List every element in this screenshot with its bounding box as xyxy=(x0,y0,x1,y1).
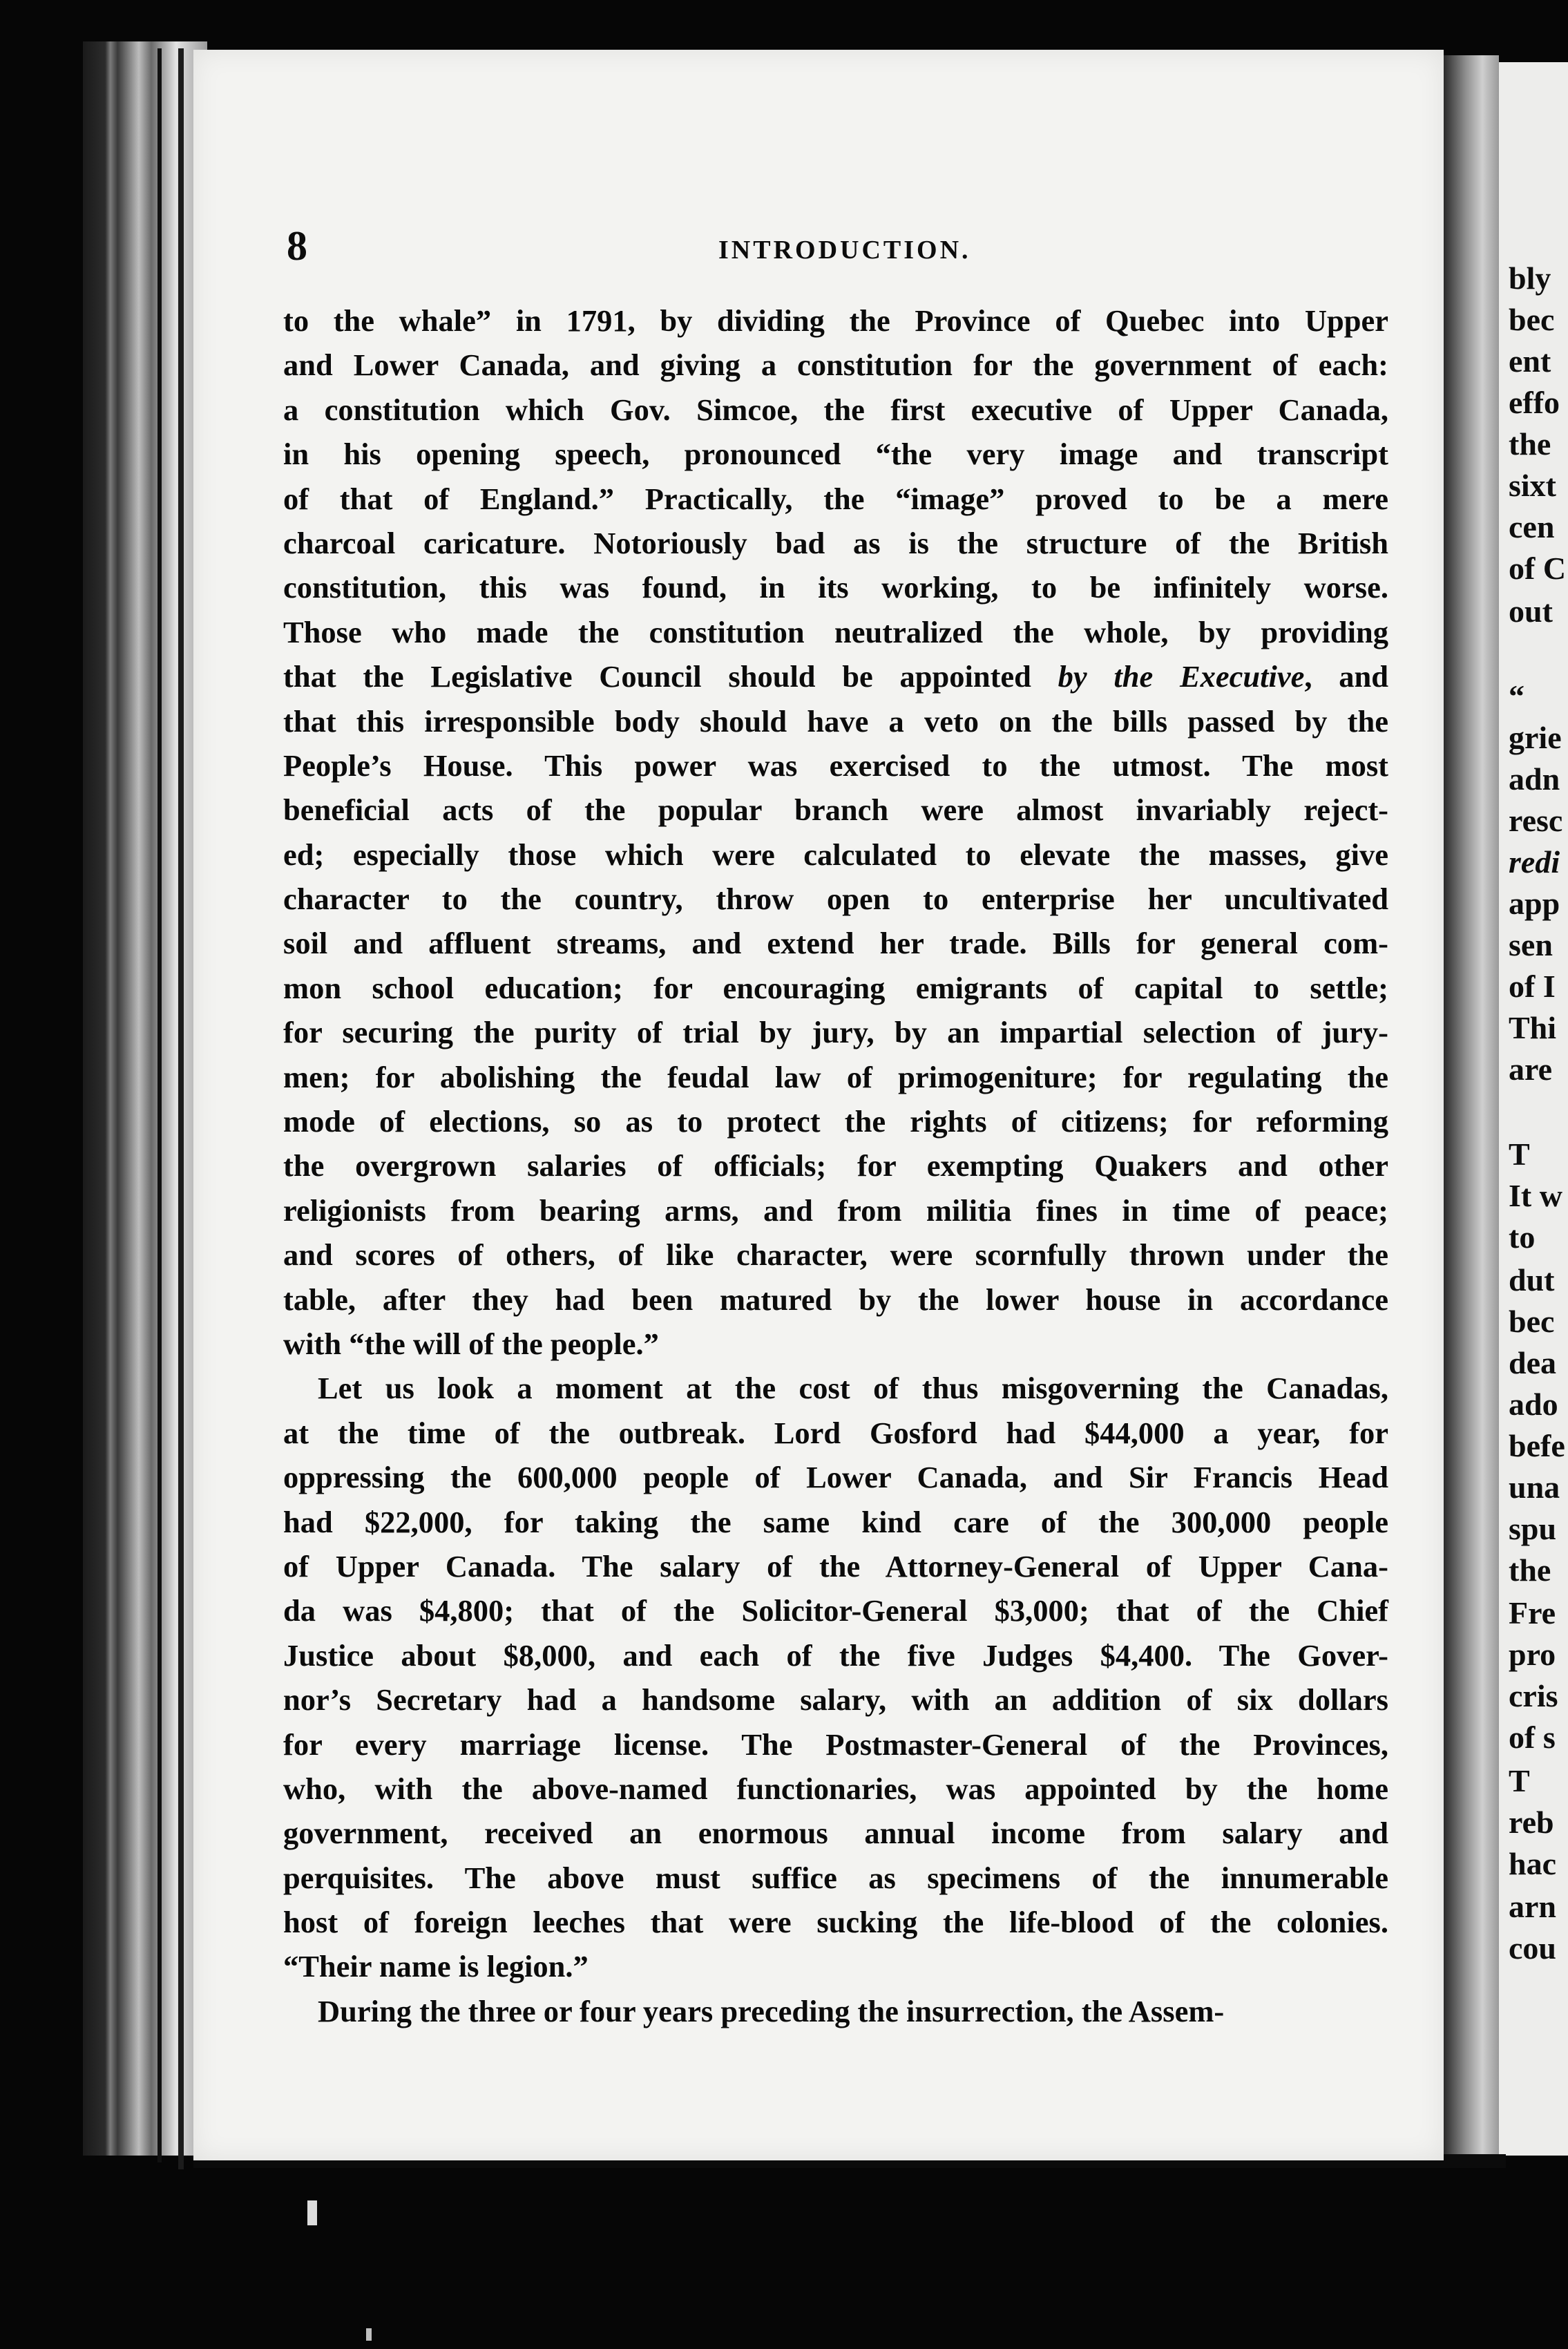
text-line: mode of elections, so as to protect the rights of citizens; for reforming xyxy=(283,1104,1388,1139)
facing-page-fragment: pro xyxy=(1509,1637,1556,1672)
body-text xyxy=(283,298,1388,2033)
running-head: INTRODUCTION. xyxy=(718,236,971,265)
text-line: charcoal caricature. Notoriously bad as is the structure of the British xyxy=(283,525,1388,560)
facing-page-fragment: sixt xyxy=(1509,468,1556,503)
facing-page-fragment: app xyxy=(1509,886,1560,921)
facing-page-fragment: are xyxy=(1509,1052,1553,1087)
facing-page-fragment: grie xyxy=(1509,720,1562,755)
facing-page-fragment: the xyxy=(1509,1552,1551,1588)
text-line: constitution, this was found, in its working, to be infinitely worse. xyxy=(283,570,1388,605)
facing-page-fragment: resc xyxy=(1509,803,1563,838)
facing-page-fragment: “ xyxy=(1509,678,1524,714)
facing-page-fragment: of C xyxy=(1509,551,1567,586)
facing-page-fragment: dea xyxy=(1509,1345,1556,1380)
text-line: oppressing the 600,000 people of Lower Canada, and Sir Francis Head xyxy=(283,1460,1388,1495)
text-line: perquisites. The above must suffice as specimens of the innumerable xyxy=(283,1860,1388,1895)
text-line: “Their name is legion.” xyxy=(283,1949,589,1984)
text-line: nor’s Secretary had a handsome salary, with an addition of six dollars xyxy=(283,1682,1388,1718)
text-line: government, received an enormous annual income from salary and xyxy=(283,1816,1388,1851)
facing-page-fragment: sen xyxy=(1509,927,1553,962)
text-line: People’s House. This power was exercised to the utmost. The most xyxy=(283,748,1388,783)
facing-page-fragment: adn xyxy=(1509,761,1560,797)
facing-page-fragment: of I xyxy=(1509,969,1556,1004)
text-line: with “the will of the people.” xyxy=(283,1326,659,1361)
text-line: mon school education; for encouraging emigrants of capital to settle; xyxy=(283,970,1388,1005)
facing-page-fragment: to xyxy=(1509,1219,1536,1255)
text-line: that the Legislative Council should be appointed by the Executive, and xyxy=(283,659,1389,694)
facing-page-edge xyxy=(1499,62,1568,2156)
text-line: Let us look a moment at the cost of thus misgoverning the Canadas, xyxy=(318,1371,1388,1406)
text-line: ed; especially those which were calculated to elevate the masses, give xyxy=(283,837,1388,872)
facing-page-fragment: T xyxy=(1509,1137,1530,1172)
scan-artifact xyxy=(366,2328,372,2341)
facing-page-fragment: ent xyxy=(1509,343,1551,379)
facing-page-fragment: T xyxy=(1509,1763,1530,1798)
text-line: beneficial acts of the popular branch were almost invariably reject- xyxy=(283,792,1388,828)
text-line: at the time of the outbreak. Lord Gosford had $44,000 a year, for xyxy=(283,1415,1388,1450)
facing-page-fragment: una xyxy=(1509,1470,1560,1505)
gutter-shadow xyxy=(1444,55,1499,2156)
facing-page-fragment: cris xyxy=(1509,1678,1558,1713)
facing-page-fragment: spu xyxy=(1509,1511,1557,1546)
text-line: that this irresponsible body should have a veto on the bills passed by the xyxy=(283,703,1388,739)
book-spine-edge xyxy=(83,41,207,2156)
facing-page-fragment: Thi xyxy=(1509,1010,1557,1045)
facing-page-fragment: effo xyxy=(1509,385,1560,420)
page-number: 8 xyxy=(287,223,307,269)
spine-shadow-line xyxy=(157,48,162,2162)
text-line: Those who made the constitution neutralized the whole, by providing xyxy=(283,614,1388,649)
text-line: for securing the purity of trial by jury, by an impartial selection of jury- xyxy=(283,1015,1388,1050)
text-line: and Lower Canada, and giving a constitution for the government of each: xyxy=(283,348,1388,383)
facing-page-fragment: cen xyxy=(1509,509,1555,544)
facing-page-fragment: Fre xyxy=(1509,1595,1556,1630)
facing-page-fragment: befe xyxy=(1509,1428,1565,1463)
scan-artifact xyxy=(307,2200,317,2225)
facing-page-fragment: bly xyxy=(1509,260,1551,296)
text-line: to the whale” in 1791, by dividing the Province of Quebec into Upper xyxy=(283,303,1388,338)
text-line: During the three or four years preceding the insurrection, the Assem- xyxy=(318,1993,1225,2028)
text-line: of Upper Canada. The salary of the Attorney-General of Upper Cana- xyxy=(283,1548,1388,1584)
text-line: host of foreign leeches that were sucking the life-blood of the colonies. xyxy=(283,1905,1388,1940)
facing-page-fragment: dut xyxy=(1509,1262,1555,1297)
text-line: table, after they had been matured by the lower house in accordance xyxy=(283,1282,1388,1317)
facing-page-fragment: cou xyxy=(1509,1930,1556,1966)
facing-page-fragment: hac xyxy=(1509,1846,1556,1881)
text-line: who, with the above-named functionaries, was appointed by the home xyxy=(283,1771,1388,1806)
text-line: character to the country, throw open to enterprise her uncultivated xyxy=(283,882,1388,917)
facing-page-fragment: redi xyxy=(1509,844,1560,879)
text-line: men; for abolishing the feudal law of primogeniture; for regulating the xyxy=(283,1059,1388,1094)
text-line: for every marriage license. The Postmaster-General of the Provinces, xyxy=(283,1727,1388,1762)
facing-page-fragment: bec xyxy=(1509,1304,1555,1339)
facing-page-fragment: out xyxy=(1509,593,1553,629)
text-line: da was $4,800; that of the Solicitor-General $3,000; that of the Chief xyxy=(283,1593,1388,1628)
text-line: in his opening speech, pronounced “the very image and transcript xyxy=(283,437,1388,472)
text-line: religionists from bearing arms, and from militia fines in time of peace; xyxy=(283,1192,1388,1228)
spine-shadow-line xyxy=(178,48,184,2169)
text-line: the overgrown salaries of officials; for exempting Quakers and other xyxy=(283,1148,1388,1183)
facing-page-fragment: It w xyxy=(1509,1178,1562,1213)
facing-page-fragment: ado xyxy=(1509,1387,1558,1422)
text-line: of that of England.” Practically, the “image” proved to be a mere xyxy=(283,481,1388,516)
facing-page-fragment: of s xyxy=(1509,1720,1556,1755)
text-line: and scores of others, of like character, were scornfully thrown under the xyxy=(283,1237,1388,1273)
text-line: soil and affluent streams, and extend her trade. Bills for general com- xyxy=(283,926,1388,961)
facing-page-fragment: arn xyxy=(1509,1889,1556,1924)
facing-page-fragment: bec xyxy=(1509,302,1555,337)
facing-page-fragment: reb xyxy=(1509,1805,1554,1840)
text-line: Justice about $8,000, and each of the five Judges $4,400. The Gover- xyxy=(283,1637,1388,1673)
text-line: had $22,000, for taking the same kind care of the 300,000 people xyxy=(283,1504,1388,1539)
facing-page-fragment: the xyxy=(1509,426,1551,462)
text-line: a constitution which Gov. Simcoe, the first executive of Upper Canada, xyxy=(283,392,1388,427)
